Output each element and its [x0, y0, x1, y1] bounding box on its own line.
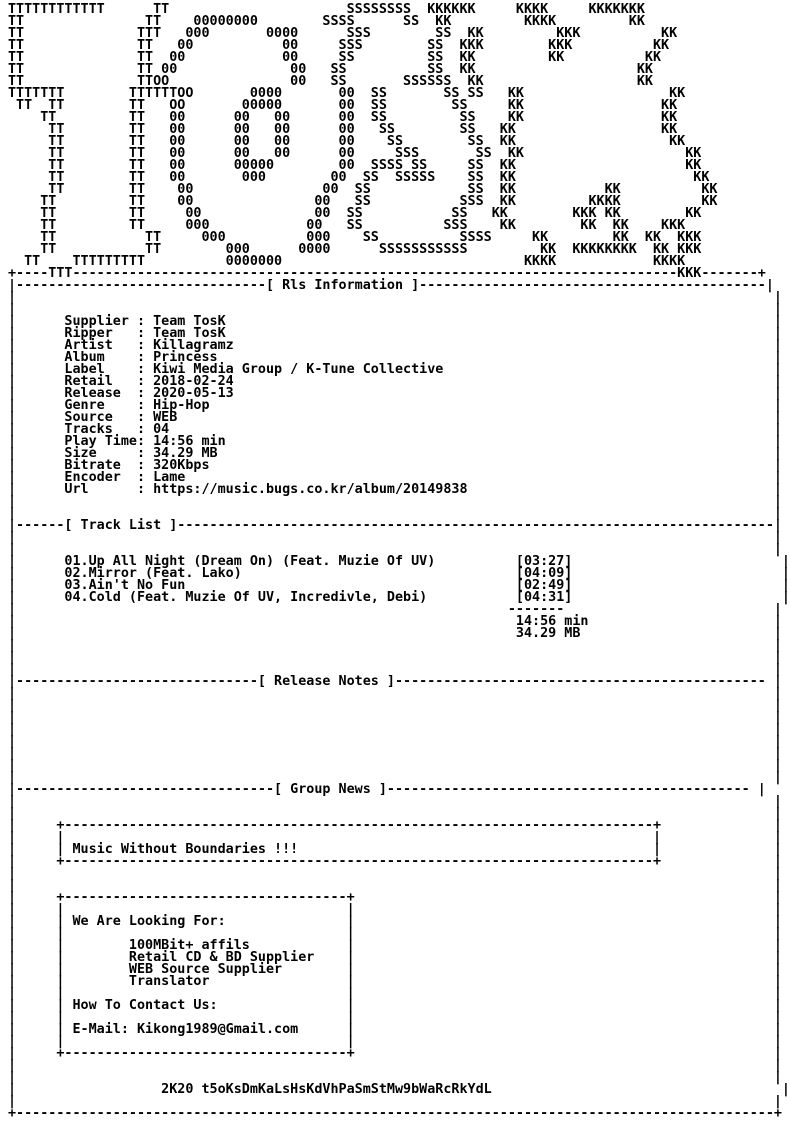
nfo-line: | | | | [8, 830, 782, 845]
nfo-line: |------------------------------[ Release Notes ]---------------------------------------------- | [8, 674, 782, 689]
nfo-line: | 04.Cold (Feat. Muzie Of UV, Incredivle, Debi) [04:31] | [8, 590, 790, 605]
nfo-line: |-------------------------------[ Rls Information ]-------------------------------------------| [8, 278, 774, 293]
nfo-line: | | | | [8, 986, 782, 1001]
nfo-line: | Size : 34.29 MB | [8, 446, 782, 461]
nfo-line: | | [8, 506, 782, 521]
nfo-line: | Encoder : Lame | [8, 470, 782, 485]
nfo-line: | Genre : Hip-Hop | [8, 398, 782, 413]
nfo-line: | | Translator | | [8, 974, 782, 989]
nfo-line: | Album : Princess | [8, 350, 782, 365]
nfo-line: TT TT 00 00 00 00 SS SS KK KK [8, 122, 678, 137]
nfo-line: TTTTTTT TTTTTTOO 0000 00 SS SS SS KK KK [8, 86, 686, 101]
nfo-line: TT TT 00 000 00 SS SSSSS SS KK KK [8, 170, 710, 185]
nfo-line: | | Music Without Boundaries !!! | | [8, 842, 782, 857]
nfo-line: | Supplier : Team TosK | [8, 314, 782, 329]
nfo-line: | Ripper : Team TosK | [8, 326, 782, 341]
nfo-line: | | [8, 302, 782, 317]
nfo-line: TT TTOO 00 SS SSSSSS KK KK [8, 74, 653, 89]
nfo-line: TT TT 00 00 00 00 SSS SS KK KK [8, 146, 702, 161]
nfo-line: | +-------------------------------------------------------------------------+ | [8, 854, 782, 869]
nfo-line: TT TT 000 0000 SSSSSSSSSSS KK KKKKKKKK KK KKK [8, 242, 702, 257]
nfo-line: | | [8, 686, 782, 701]
nfo-line: | Release : 2020-05-13 | [8, 386, 782, 401]
nfo-line: | Url : https://music.bugs.co.kr/album/20149838 | [8, 482, 782, 497]
nfo-line: | | How To Contact Us: | | [8, 998, 782, 1013]
nfo-line: TT TT 00 00 SSS SS KKK KKK KK [8, 38, 670, 53]
nfo-line: | +-----------------------------------+ | [8, 890, 782, 905]
nfo-line: | Bitrate : 320Kbps | [8, 458, 782, 473]
nfo-line: | | | | [8, 1034, 782, 1049]
nfo-line: | | [8, 722, 782, 737]
nfo-line: | +-------------------------------------------------------------------------+ | [8, 818, 782, 833]
nfo-line: |------[ Track List ]--------------------------------------------------------------------------| [8, 518, 782, 533]
nfo-line: | | [8, 746, 782, 761]
nfo-line: | Tracks : 04 | [8, 422, 782, 437]
nfo-line: | | [8, 638, 782, 653]
nfo-line: TT TT 00 00 SS SS KK KK [8, 62, 653, 77]
nfo-line: | | [8, 650, 782, 665]
nfo-line: | 34.29 MB | [8, 626, 782, 641]
nfo-line: TT TT 00 00 SS SSS KK KKKK KK [8, 194, 718, 209]
nfo-line: | 01.Up All Night (Dream On) (Feat. Muzie Of UV) [03:27] | [8, 554, 790, 569]
nfo-line: | 14:56 min | [8, 614, 782, 629]
nfo-line: | | [8, 866, 782, 881]
nfo-line: | Source : WEB | [8, 410, 782, 425]
nfo-line: | Artist : Killagramz | [8, 338, 782, 353]
nfo-line: TT TT 00 00000 00 SSSS SS SS KK KK [8, 158, 702, 173]
nfo-line: | | [8, 1094, 782, 1109]
nfo-line: | +-----------------------------------+ | [8, 1046, 782, 1061]
nfo-line: | | [8, 662, 782, 677]
nfo-line: | | [8, 290, 782, 305]
nfo-line: +----TTT---------------------------------------------------------------------------KKK-------+ [8, 266, 766, 281]
nfo-line: TTTTTTTTTTTT TT SSSSSSSS KKKKKK KKKK KKKKKKK [8, 2, 645, 17]
nfo-line: | | [8, 734, 782, 749]
nfo-line: +----------------------------------------------------------------------------------------------+ [8, 1106, 782, 1121]
nfo-line: TT TT 00 00 SS SS KK KK KK [8, 50, 662, 65]
nfo-line: | | | | [8, 902, 782, 917]
nfo-line: | Play Time: 14:56 min | [8, 434, 782, 449]
nfo-line: | | [8, 710, 782, 725]
nfo-line: | | 100MBit+ affils | | [8, 938, 782, 953]
nfo-line: | | [8, 758, 782, 773]
nfo-line: | | [8, 698, 782, 713]
nfo-line: | Label : Kiwi Media Group / K-Tune Collective | [8, 362, 782, 377]
nfo-line: TT TT 00 00 00 00 SS SS KK KK [8, 134, 686, 149]
nfo-line: | ------- | [8, 602, 782, 617]
nfo-line: | | [8, 1058, 782, 1073]
nfo-line: | | [8, 878, 782, 893]
nfo-line: |--------------------------------[ Group News ]--------------------------------------------- | [8, 782, 766, 797]
nfo-line: TT TT 00000000 SSSS SS KK KKKK KK [8, 14, 645, 29]
nfo-line: TT TT 00 00 SS SS KK KKK KK KK [8, 206, 702, 221]
nfo-line: | | [8, 530, 782, 545]
nfo-line: | | | | [8, 1010, 782, 1025]
nfo-line: | | | | [8, 926, 782, 941]
nfo-line: | | [8, 542, 782, 557]
nfo-line: TT TT 000 00 SS SSS KK KK KK KKK [8, 218, 686, 233]
nfo-line: TT TT 00 00 00 00 SS SS KK KK [8, 110, 678, 125]
nfo-line: | Retail : 2018-02-24 | [8, 374, 782, 389]
nfo-line: | | Retail CD & BD Supplier | | [8, 950, 782, 965]
nfo-line: | | [8, 806, 782, 821]
nfo-line: TT TTT 000 0000 SSS SS KK KKK KK [8, 26, 678, 41]
nfo-line: TT TTTTTTTTT 0000000 KKKK KKKK [8, 254, 686, 269]
nfo-line: TT TT TT OO 00000 00 SS SS KK KK [8, 98, 678, 113]
nfo-line: | | [8, 494, 782, 509]
nfo-line: | | [8, 1070, 782, 1085]
nfo-line: | 2K20 t5oKsDmKaLsHsKdVhPaSmStMw9bWaRcRkYdL | [8, 1082, 790, 1097]
nfo-line: | | We Are Looking For: | | [8, 914, 782, 929]
nfo-line: | 03.Ain't No Fun [02:49] | [8, 578, 790, 593]
nfo-line: | | [8, 794, 782, 809]
nfo-line: TT TT 000 000 SS SSSS KK KK KK KKK [8, 230, 702, 245]
nfo-line: | | WEB Source Supplier | | [8, 962, 782, 977]
nfo-line: | | [8, 770, 782, 785]
nfo-line: | 02.Mirror (Feat. Lako) [04:09] | [8, 566, 790, 581]
nfo-line: TT TT 00 00 SS SS KK KK KK [8, 182, 718, 197]
nfo-line: | | E-Mail: Kikong1989@Gmail.com | | [8, 1022, 782, 1037]
